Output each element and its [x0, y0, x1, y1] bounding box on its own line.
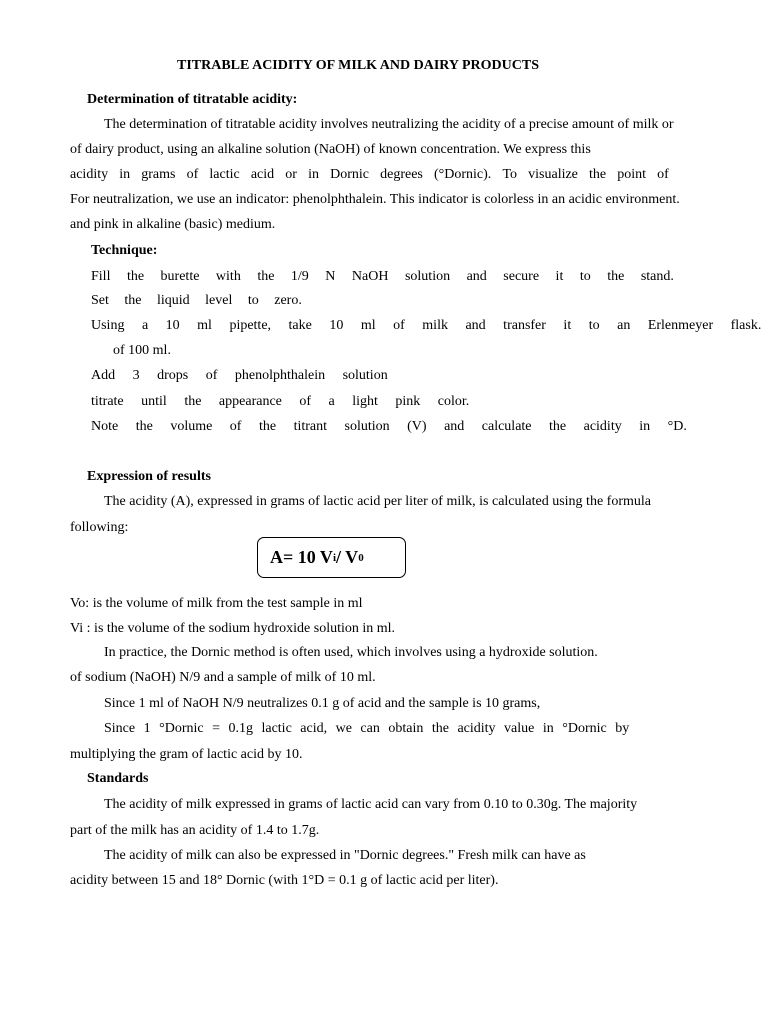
- section-heading-technique: Technique:: [91, 243, 158, 258]
- paragraph-line: The determination of titratable acidity involves neutralizing the acidity of a precise amount of milk or: [104, 117, 674, 132]
- paragraph-line-justified: [70, 166, 669, 184]
- word: degrees: [380, 167, 423, 182]
- paragraph-line: The acidity of milk can also be expressed in "Dornic degrees." Fresh milk can have as: [104, 848, 586, 863]
- formula-lhs: A= 10 V: [270, 547, 333, 567]
- word: in: [119, 167, 131, 182]
- paragraph-line: part of the milk has an acidity of 1.4 to 1.7g.: [70, 823, 320, 838]
- word: point: [617, 167, 647, 182]
- paragraph-line: of dairy product, using an alkaline solution (NaOH) of known concentration. We express this: [70, 142, 591, 157]
- word: or: [285, 167, 297, 182]
- paragraph-line: The acidity (A), expressed in grams of lactic acid per liter of milk, is calculated using the formula: [104, 494, 651, 509]
- paragraph-line: multiplying the gram of lactic acid by 10.: [70, 747, 303, 762]
- technique-step: titrate until the appearance of a light pink color.: [91, 394, 470, 409]
- technique-step: Using a 10 ml pipette, take 10 ml of milk and transfer it to an Erlenmeyer flask.: [91, 318, 762, 333]
- paragraph-line: and pink in alkaline (basic) medium.: [70, 217, 276, 232]
- technique-step-continuation: of 100 ml.: [113, 343, 171, 358]
- paragraph-line: For neutralization, we use an indicator: phenolphthalein. This indicator is colorless in an acidic environment.: [70, 192, 680, 207]
- word: grams: [141, 167, 176, 182]
- word: acid: [250, 167, 275, 182]
- word: visualize: [528, 167, 578, 182]
- paragraph-line: Since 1 °Dornic = 0.1g lactic acid, we can obtain the acidity value in °Dornic by: [104, 721, 630, 736]
- formula-box: [257, 537, 406, 578]
- word: of: [657, 167, 669, 182]
- word: Dornic: [330, 167, 369, 182]
- section-heading-standards: Standards: [87, 771, 149, 786]
- word: (°Dornic).: [434, 167, 492, 182]
- page-title: TITRABLE ACIDITY OF MILK AND DAIRY PRODUCTS: [177, 58, 539, 73]
- technique-step: Set the liquid level to zero.: [91, 293, 302, 308]
- paragraph-line: of sodium (NaOH) N/9 and a sample of milk of 10 ml.: [70, 670, 376, 685]
- paragraph-line: The acidity of milk expressed in grams of lactic acid can vary from 0.10 to 0.30g. The majority: [104, 797, 638, 812]
- formula-mid: / V: [336, 547, 359, 567]
- paragraph-line: following:: [70, 520, 129, 535]
- word: in: [308, 167, 319, 182]
- technique-step: Note the volume of the titrant solution (V) and calculate the acidity in °D.: [91, 419, 687, 434]
- paragraph-line: acidity between 15 and 18° Dornic (with 1°D = 0.1 g of lactic acid per liter).: [70, 873, 499, 888]
- technique-step: Fill the burette with the 1/9 N NaOH solution and secure it to the stand.: [91, 269, 674, 284]
- section-heading-determination: Determination of titratable acidity:: [87, 92, 298, 107]
- definition-vo: Vo: is the volume of milk from the test sample in ml: [70, 596, 363, 611]
- section-heading-results: Expression of results: [87, 469, 211, 484]
- paragraph-line: In practice, the Dornic method is often used, which involves using a hydroxide solution.: [104, 645, 598, 660]
- word: of: [186, 167, 199, 182]
- word: lactic: [209, 167, 240, 182]
- technique-step: Add 3 drops of phenolphthalein solution: [91, 368, 388, 383]
- formula-sub-0: 0: [358, 551, 364, 564]
- paragraph-line: Since 1 ml of NaOH N/9 neutralizes 0.1 g of acid and the sample is 10 grams,: [104, 696, 541, 711]
- word: acidity: [70, 167, 109, 182]
- word: the: [589, 167, 607, 182]
- definition-vi: Vi : is the volume of the sodium hydroxide solution in ml.: [70, 621, 396, 636]
- word: To: [502, 167, 518, 182]
- formula-sub-i: i: [332, 551, 336, 564]
